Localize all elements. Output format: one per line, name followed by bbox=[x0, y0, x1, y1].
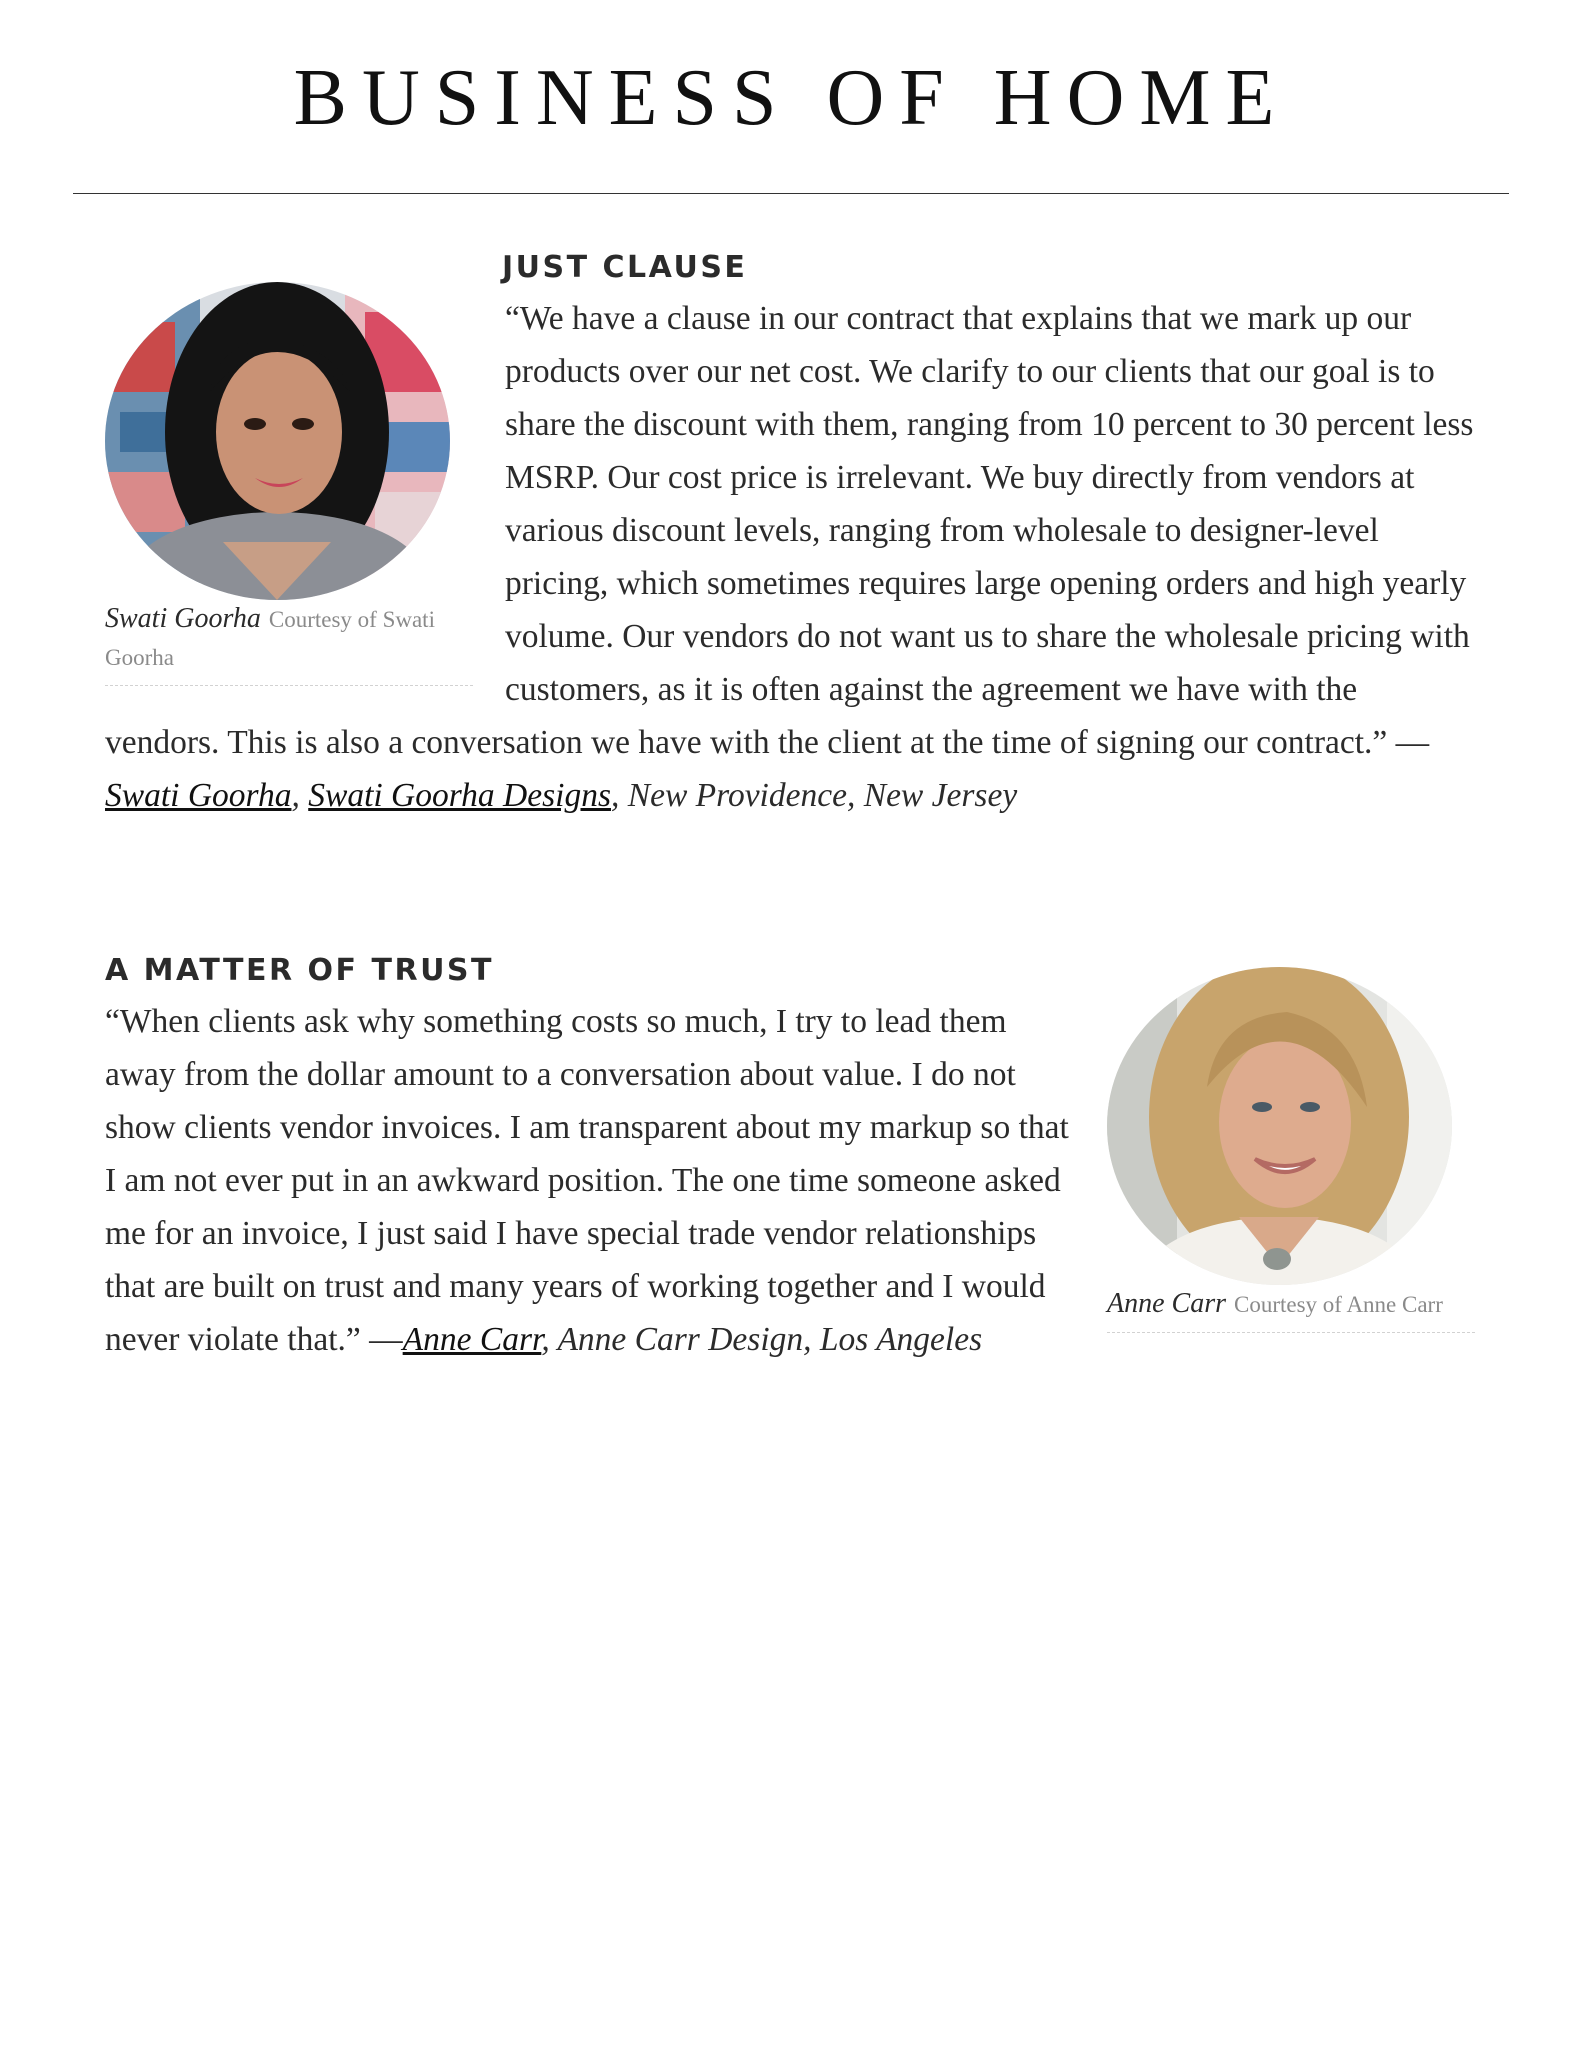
section-heading: JUST CLAUSE bbox=[502, 250, 748, 285]
caption-name: Swati Goorha bbox=[105, 603, 261, 634]
section-just-clause bbox=[105, 250, 1475, 822]
header-divider bbox=[73, 193, 1509, 194]
quote-text: “When clients ask why something costs so much, I try to lead them away from the dollar amount to a conversation about value. I do not show clients vendor invoices. I am transparent about my markup so that I am not ever put in an awkward position. The one time someone asked me for an invoice, I just said I have special trade vendor relationships that are built on trust and many years of working together and I would never violate that.” — bbox=[105, 1003, 1069, 1358]
caption-name: Anne Carr bbox=[1107, 1288, 1226, 1319]
photo-caption bbox=[105, 600, 473, 686]
portrait-photo-anne-carr bbox=[1107, 967, 1452, 1285]
company-link-swati-goorha-designs[interactable]: Swati Goorha Designs bbox=[308, 777, 611, 814]
attribution-separator: , bbox=[291, 777, 309, 814]
attribution-location: , New Providence, New Jersey bbox=[611, 777, 1018, 814]
person-link-anne-carr[interactable]: Anne Carr bbox=[402, 1321, 542, 1358]
portrait-figure-anne-carr bbox=[1107, 967, 1475, 1333]
quote-text: “We have a clause in our contract that explains that we mark up our products over our net cost. We clarify to our clients that our goal is to share the discount with them, ranging from 10 percent to 30 percent less MSRP. Our cost price is irrelevant. We buy directly from vendors at various discount levels, ranging from wholesale to designer-level pricing, which sometimes requires large opening orders and high yearly volume. Our vendors do not want us to share the wholesale pricing with customers, as it is often against the agreement we have with the vendors. This is also a conversation we have with the client at the time of signing our contract.” — bbox=[105, 300, 1474, 761]
section-heading: A MATTER OF TRUST bbox=[105, 953, 494, 988]
photo-caption bbox=[1107, 1285, 1475, 1333]
caption-credit: Courtesy of Swati Goorha bbox=[105, 607, 435, 670]
portrait-photo-swati-goorha bbox=[105, 282, 450, 600]
masthead-logo[interactable]: BUSINESS OF HOME bbox=[293, 54, 1290, 142]
caption-credit: Courtesy of Anne Carr bbox=[1234, 1292, 1443, 1317]
person-link-swati-goorha[interactable]: Swati Goorha bbox=[105, 777, 292, 814]
portrait-figure-swati-goorha bbox=[105, 282, 473, 686]
attribution-tail: , Anne Carr Design, Los Angeles bbox=[541, 1321, 983, 1358]
section-a-matter-of-trust bbox=[105, 953, 1475, 1366]
